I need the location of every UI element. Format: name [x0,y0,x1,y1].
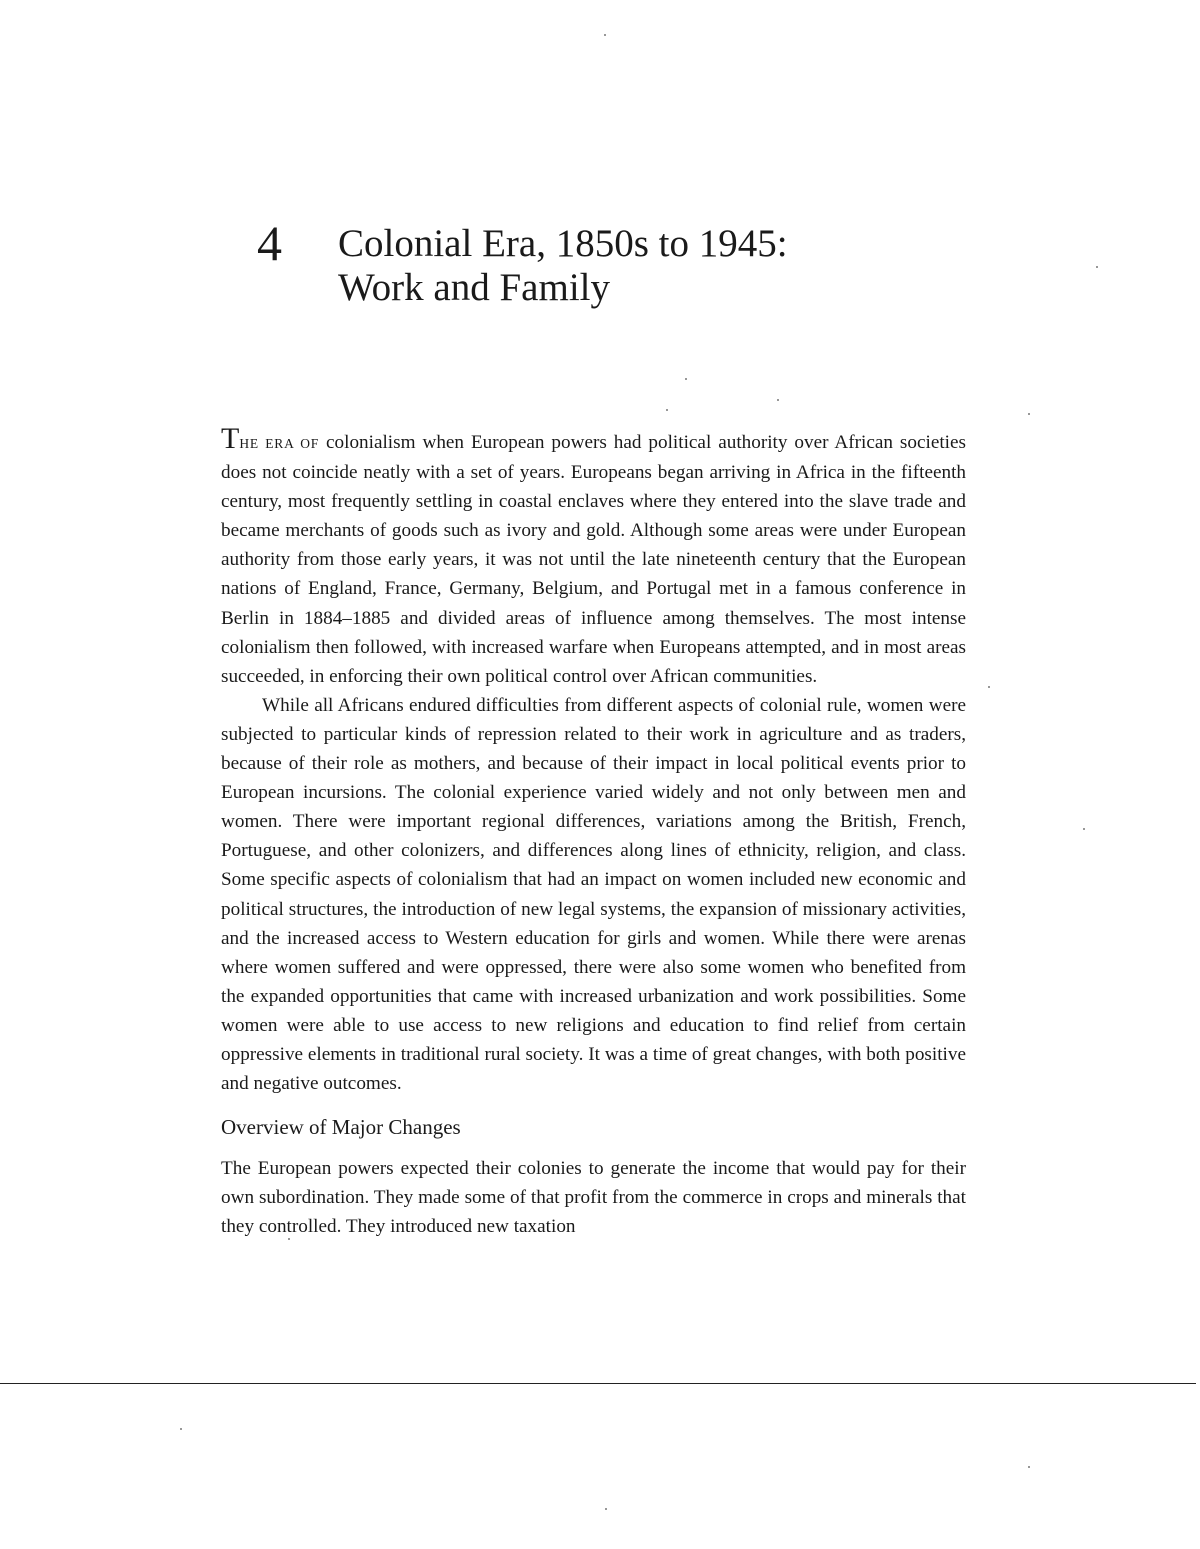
scan-speck [288,1238,290,1240]
scan-speck [777,399,779,401]
scan-speck [1028,1466,1030,1468]
paragraph-1 [221,422,966,691]
scan-speck [666,409,668,411]
small-caps-opening: HE ERA OF [239,436,320,451]
chapter-title [338,222,788,310]
chapter-title-line-1: Colonial Era, 1850s to 1945: [338,222,788,265]
scan-speck [685,378,687,380]
body-text [221,422,966,1241]
drop-cap: T [221,422,240,455]
scan-speck [180,1428,182,1430]
paragraph-2: While all Africans endured difficulties from different aspects of colonial rule, women were subjected to particular kinds of repression related to their work in agriculture and as traders, because of their role as mothers, and because of their impact in local political events prior to European incursions. The colonial experience varied widely and not only between men and women. There were important regional differences, variations among the British, French, Portuguese, and other colonizers, and differences along lines of ethnicity, religion, and class. Some specific aspects of colonialism that had an impact on women included new economic and political structures, the introduction of new legal systems, the expansion of missionary activities, and the increased access to Western education for girls and women. While there were arenas where women suffered and were oppressed, there were also some women who benefited from the expanded opportunities that came with increased urbanization and work possibilities. Some women were able to use access to new religions and education to find relief from certain oppressive elements in traditional rural society. It was a time of great changes, with both positive and negative outcomes. [221,694,966,1095]
scan-speck [1096,266,1098,268]
scan-speck [988,686,990,688]
chapter-number: 4 [257,215,282,271]
section-heading: Overview of Major Changes [221,1115,461,1140]
page-bottom-rule [0,1383,1196,1384]
scan-speck [605,1508,607,1510]
scan-speck [1028,413,1030,415]
chapter-heading [257,215,957,328]
scan-speck [1083,828,1085,830]
chapter-title-line-2: Work and Family [338,266,610,309]
scan-speck [604,34,606,36]
paragraph-1-text: colonialism when European powers had political authority over African societies does not coincide neatly with a set of years. Europeans began arriving in Africa in the fifteenth century, most frequently settling in coastal enclaves where they entered into the slave trade and became merchants of goods such as ivory and gold. Although some areas were under European authority from those early years, it was not until the late nineteenth century that the European nations of England, France, Germany, Belgium, and Portugal met in a famous conference in Berlin in 1884–1885 and divided areas of influence among themselves. The most intense colonialism then followed, with increased warfare when Europeans attempted, and in most areas succeeded, in enforcing their own political control over African communities. [221,432,966,687]
paragraph-3: The European powers expected their colonies to generate the income that would pay for their own subordination. They made some of that profit from the commerce in crops and minerals that they controlled. They introduced new taxation [221,1158,966,1238]
